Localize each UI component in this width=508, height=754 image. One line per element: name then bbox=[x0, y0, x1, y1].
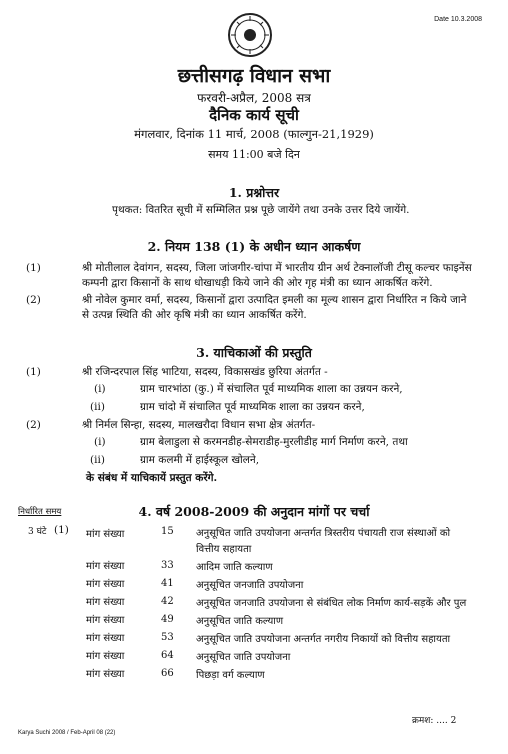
demand-label: मांग संख्या bbox=[86, 561, 125, 572]
item-number: (2) bbox=[26, 419, 41, 431]
demand-label: मांग संख्या bbox=[86, 615, 125, 626]
attention-item-1-line2: कम्पनी द्वारा किसानों के साथ धोखाधड़ी किये जाने की ओर गृह मंत्री का ध्यान आकर्षित करेंगे. bbox=[82, 277, 433, 289]
demand-description: अनुसूचित जाति उपयोजना अन्तर्गत नगरीय निकायों को वित्तीय सहायता bbox=[196, 634, 451, 645]
item-number: (1) bbox=[26, 366, 41, 378]
sub-number: (ii) bbox=[90, 401, 105, 413]
document-title: छत्तीसगढ़ विधान सभा bbox=[177, 65, 331, 87]
item-number: (2) bbox=[26, 294, 41, 306]
attention-item-2-line1: श्री नोवेल कुमार वर्मा, सदस्य, किसानों द्वारा उत्पादित इमली का मूल्य शासन द्वारा निर्धारित न किये जाने bbox=[82, 294, 467, 306]
document-subtitle: दैनिक कार्य सूची bbox=[209, 106, 299, 124]
demand-number: 42 bbox=[161, 596, 174, 607]
demand-label: मांग संख्या bbox=[86, 597, 125, 608]
session-label: फरवरी-अप्रैल, 2008 सत्र bbox=[197, 91, 311, 105]
date-line: मंगलवार, दिनांक 11 मार्च, 2008 (फाल्गुन-21,1929) bbox=[134, 127, 374, 141]
demand-description: अनुसूचित जाति उपयोजना अन्तर्गत त्रिस्तरीय पंचायती राज संस्थाओं को bbox=[196, 528, 451, 539]
sub-number: (ii) bbox=[90, 454, 105, 466]
demand-number: 41 bbox=[161, 578, 174, 589]
demand-label: मांग संख्या bbox=[86, 651, 125, 662]
item-number: (1) bbox=[54, 524, 69, 536]
sub-number: (i) bbox=[94, 436, 106, 448]
item-number: (1) bbox=[26, 262, 41, 274]
petition-2-sub-1: ग्राम बेलाडुला से करमनडीह-सेमराडीह-मुरलीडीह मार्ग निर्माण करने, तथा bbox=[140, 436, 408, 448]
petition-1-sub-1: ग्राम चारभांठा (कु.) में संचालित पूर्व माध्यमिक शाला का उन्नयन करने, bbox=[140, 383, 403, 395]
demand-description: पिछड़ा वर्ग कल्याण bbox=[196, 670, 265, 681]
petition-1-sub-2: ग्राम चांदो में संचालित पूर्व माध्यमिक शाला का उन्नयन करने, bbox=[140, 401, 365, 413]
sub-number: (i) bbox=[94, 383, 106, 395]
demand-number: 15 bbox=[161, 526, 174, 537]
demand-number: 66 bbox=[161, 668, 174, 679]
print-note: Karya Suchi 2008 / Feb-April 08 (22) bbox=[18, 730, 116, 736]
continued-marker: क्रमश: .... 2 bbox=[412, 716, 457, 726]
demand-description: अनुसूचित जनजाति उपयोजना से संबंधित लोक निर्माण कार्य-सड़कें और पुल bbox=[196, 598, 467, 609]
demand-description-cont: वित्तीय सहायता bbox=[196, 544, 252, 555]
demand-label: मांग संख्या bbox=[86, 529, 125, 540]
date-stamp: Date 10.3.2008 bbox=[434, 16, 482, 23]
demand-number: 53 bbox=[161, 632, 174, 643]
demand-label: मांग संख्या bbox=[86, 579, 125, 590]
attention-item-2-line2: से उत्पन्न स्थिति की ओर कृषि मंत्री का ध्यान आकर्षित करेंगे. bbox=[82, 309, 307, 321]
petition-2-sub-2: ग्राम कलमी में हाईस्कूल खोलने, bbox=[140, 454, 260, 466]
demand-label: मांग संख्या bbox=[86, 633, 125, 644]
demand-description: अनुसूचित जाति उपयोजना bbox=[196, 652, 291, 663]
allotted-time-label: निर्धारित समय bbox=[18, 507, 62, 517]
attention-item-1-line1: श्री मोतीलाल देवांगन, सदस्य, जिला जांजगीर-चांपा में भारतीय ग्रीन अर्थ टेक्नालॉजी टीसू कल्चर फाइनेंस bbox=[82, 262, 472, 274]
section-4-heading: 4. वर्ष 2008-2009 की अनुदान मांगों पर चर्चा bbox=[138, 504, 370, 519]
demand-number: 49 bbox=[161, 614, 174, 625]
section-2-heading: 2. नियम 138 (1) के अधीन ध्यान आकर्षण bbox=[147, 239, 361, 254]
section-1-text: पृथकत: वितरित सूची में सम्मिलित प्रश्न पूछे जायेंगे तथा उनके उत्तर दिये जायेंगे. bbox=[112, 204, 410, 216]
demand-number: 64 bbox=[161, 650, 174, 661]
demand-label: मांग संख्या bbox=[86, 669, 125, 680]
section-1-heading: 1. प्रश्नोत्तर bbox=[228, 185, 280, 200]
demand-number: 33 bbox=[161, 560, 174, 571]
assembly-emblem-icon bbox=[227, 12, 273, 58]
petition-1-member: श्री रजिन्दरपाल सिंह भाटिया, सदस्य, विकासखंड छुरिया अंतर्गत - bbox=[82, 366, 328, 378]
demand-description: अनुसूचित जाति कल्याण bbox=[196, 616, 284, 627]
petition-closing: के संबंध में याचिकायें प्रस्तुत करेंगे. bbox=[86, 472, 218, 484]
allotted-time-value: 3 घंटे bbox=[28, 527, 47, 537]
demand-description: अनुसूचित जनजाति उपयोजना bbox=[196, 580, 304, 591]
section-3-heading: 3. याचिकाओं की प्रस्तुति bbox=[196, 345, 312, 360]
demand-description: आदिम जाति कल्याण bbox=[196, 562, 273, 573]
time-line: समय 11:00 बजे दिन bbox=[208, 148, 300, 161]
petition-2-member: श्री निर्मल सिन्हा, सदस्य, मालखरौदा विधान सभा क्षेत्र अंतर्गत- bbox=[82, 419, 316, 431]
